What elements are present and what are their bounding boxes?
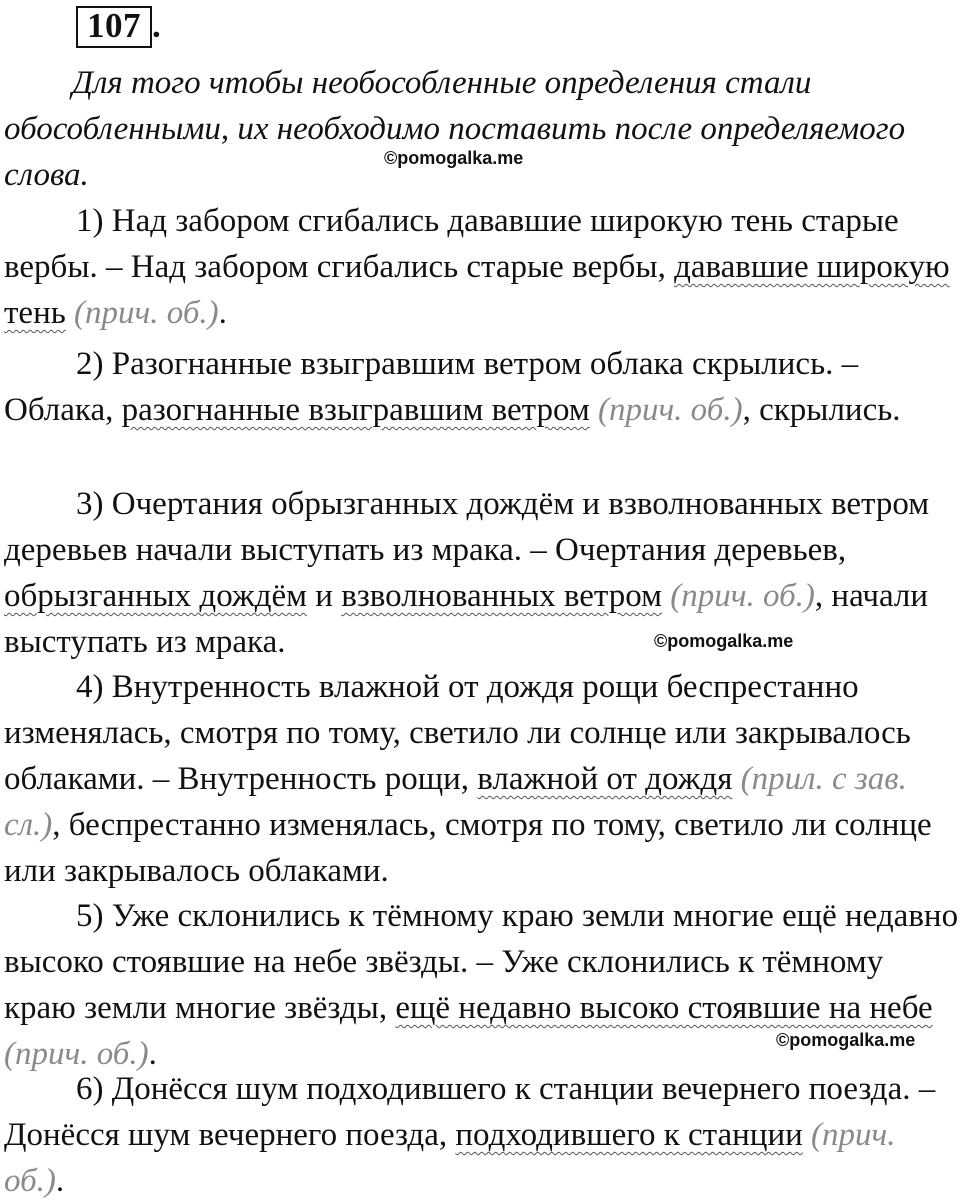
item-1-note: (прич. об.): [74, 295, 219, 331]
item-5-tail: .: [148, 1036, 157, 1072]
item-5-text: 5) Уже склонились к тёмному краю земли многие ещё недавно высоко стоявшие на небе звёзды. – Уже склонились к тёмному краю земли многие звёзды,: [4, 898, 959, 1026]
item-2: [4, 341, 960, 433]
item-1-text: 1) Над забором сгибались дававшие широкую тень старые вербы. – Над забором сгибались старые вербы,: [4, 203, 899, 285]
item-1: [4, 198, 960, 336]
item-6-underline: подходившего к станции: [455, 1117, 803, 1153]
item-4-tail: , беспрестанно изменялась, смотря по тому, светило ли солнце или закрывалось облаками.: [4, 807, 932, 889]
item-6-note: (прич. об.): [4, 1117, 896, 1199]
item-4-underline: влажной от дождя: [477, 761, 733, 797]
item-2-note: (прич. об.): [597, 392, 743, 428]
item-5-underline: ещё недавно высоко стоявшие на небе: [395, 990, 933, 1026]
item-3-conj: и: [307, 578, 342, 614]
item-5-note: (прич. об.): [4, 1036, 149, 1072]
item-3-underline-b: взволнованных ветром: [341, 578, 663, 614]
item-3-note: (прич. об.): [670, 578, 815, 614]
item-6: [4, 1066, 960, 1204]
item-6-tail: .: [55, 1163, 65, 1199]
intro-text: [4, 60, 960, 198]
item-4-text: 4) Внутренность влажной от дождя рощи беспрестанно изменялась, смотря по тому, светило ли солнце или закрывалось облаками. – Внутренность рощи,: [4, 669, 911, 797]
watermark-3: ©pomogalka.me: [776, 1030, 916, 1050]
item-2-underline: разогнанные взыгравшим ветром: [121, 392, 590, 428]
exercise-number-dot: .: [152, 6, 161, 45]
watermark-1: ©pomogalka.me: [384, 148, 524, 168]
exercise-number-box: 107: [76, 6, 152, 48]
item-1-underline: дававшие широкую тень: [4, 249, 950, 331]
item-3-tail: , начали выступать из мрака.: [4, 578, 929, 660]
item-3-text: 3) Очертания обрызганных дождём и взволнованных ветром деревьев начали выступать из мрака. – Очертания деревьев,: [4, 486, 930, 568]
item-3: [4, 481, 960, 665]
item-1-tail: .: [218, 295, 227, 331]
item-4: [4, 664, 960, 894]
item-2-text: 2) Разогнанные взыгравшим ветром облака скрылись. – Облака,: [4, 346, 859, 428]
item-6-text: 6) Донёсся шум подходившего к станции вечернего поезда. – Донёсся шум вечернего поезда,: [4, 1071, 936, 1153]
item-4-note: (прил. с зав. сл.): [4, 761, 907, 843]
watermark-2: ©pomogalka.me: [654, 631, 794, 651]
exercise-number: [76, 6, 161, 48]
item-3-underline-a: обрызганных дождём: [4, 578, 308, 614]
item-2-tail: , скрылись.: [742, 392, 901, 428]
intro-sentence: Для того чтобы необособленные определения стали обособленными, их необходимо поставить после определяемого слова.: [4, 65, 906, 193]
